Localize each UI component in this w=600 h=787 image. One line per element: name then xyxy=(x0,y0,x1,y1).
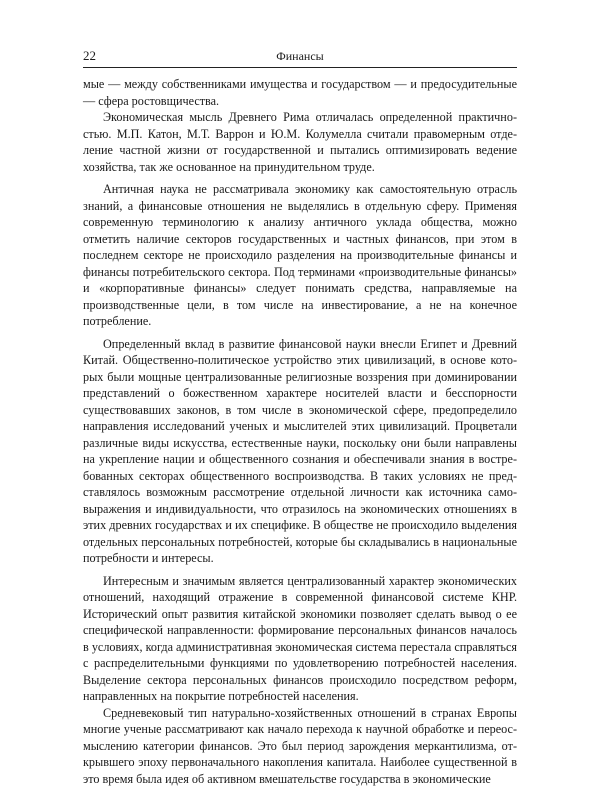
paragraph-ancient-rome: Экономическая мысль Древнего Рима отличалась определенной практичностью. М.П. Катон, М.Т. Варрон и Ю.М. Колумелла считали правомерным отделение частной жизни от государственной и пытались оптимизировать ведение хозяйства, так же основанное на принудительном труде. xyxy=(83,109,517,175)
document-page xyxy=(83,0,517,750)
paragraph-continuation: мые — между собственниками имущества и государством — и предосудительные — сфера ростовщичества. xyxy=(83,76,517,109)
body-text xyxy=(83,76,517,787)
header-rule xyxy=(83,67,517,68)
paragraph-middle-ages: Средневековый тип натурально-хозяйственных отношений в странах Европы многие ученые рассматривают как начало перехода к научной обработке и переосмыслению категории финансов. Это был период зарождения меркантилизма, открывшего эпоху первоначального накопления капитала. Наиболее существенной в это время была идея об активном вмешательстве государства в экономические xyxy=(83,705,517,787)
paragraph-antique-science: Античная наука не рассматривала экономику как самостоятельную отрасль знаний, а финансовые отношения не выделялись в отдельную сферу. Применяя современную терминологию к анализу античного уклада общества, можно отметить наличие секторов государственных и частных финансов, при этом в последнем секторе не происходило разделения на производительные финансы и финансы потребительского сектора. Под терминами «производительные финансы» и «корпоративные финансы» следует понимать средства, направляемые на производственные цели, в том числе на инвестирование, а не на конечное потребление. xyxy=(83,181,517,330)
page-number: 22 xyxy=(83,47,96,65)
running-head xyxy=(83,47,517,65)
paragraph-egypt-china: Определенный вклад в развитие финансовой науки внесли Египет и Древний Китай. Общественно-политическое устройство этих цивилизаций, в основе которых были мощные централизованные религиозные воззрения при доминировании представлений о божественном характере носителей власти и бесспорности существовавших законов, в том числе в экономической сфере, предопределило направления исследований ученых и мыслителей этих цивилизаций. Процветали различные виды искусства, естественные науки, поскольку они были направлены на укрепление нации и общественного сознания и обеспечивали знания в востребованных секторах общественного воспроизводства. В таких условиях не представлялось возможным рассмотрение отдельной личности как источника самовыражения и индивидуальности, что отразилось на экономических отношениях в этих древних государствах и их специфике. В обществе не происходило выделения отдельных персональных потребностей, которые бы складывались в национальные потребности и интересы. xyxy=(83,336,517,567)
running-title: Финансы xyxy=(83,47,517,65)
paragraph-china-centralized: Интересным и значимым является централизованный характер экономических отношений, находящий отражение в современной финансовой системе КНР. Исторический опыт развития китайской экономики позволяет сделать вывод о ее специфической направленности: формирование персональных финансов началось в условиях, когда административная экономическая система перестала справляться с распределительными функциями по удовлетворению потребностей населения. Выделение сектора персональных финансов происходило посредством реформ, направленных на покрытие потребностей населения. xyxy=(83,573,517,705)
